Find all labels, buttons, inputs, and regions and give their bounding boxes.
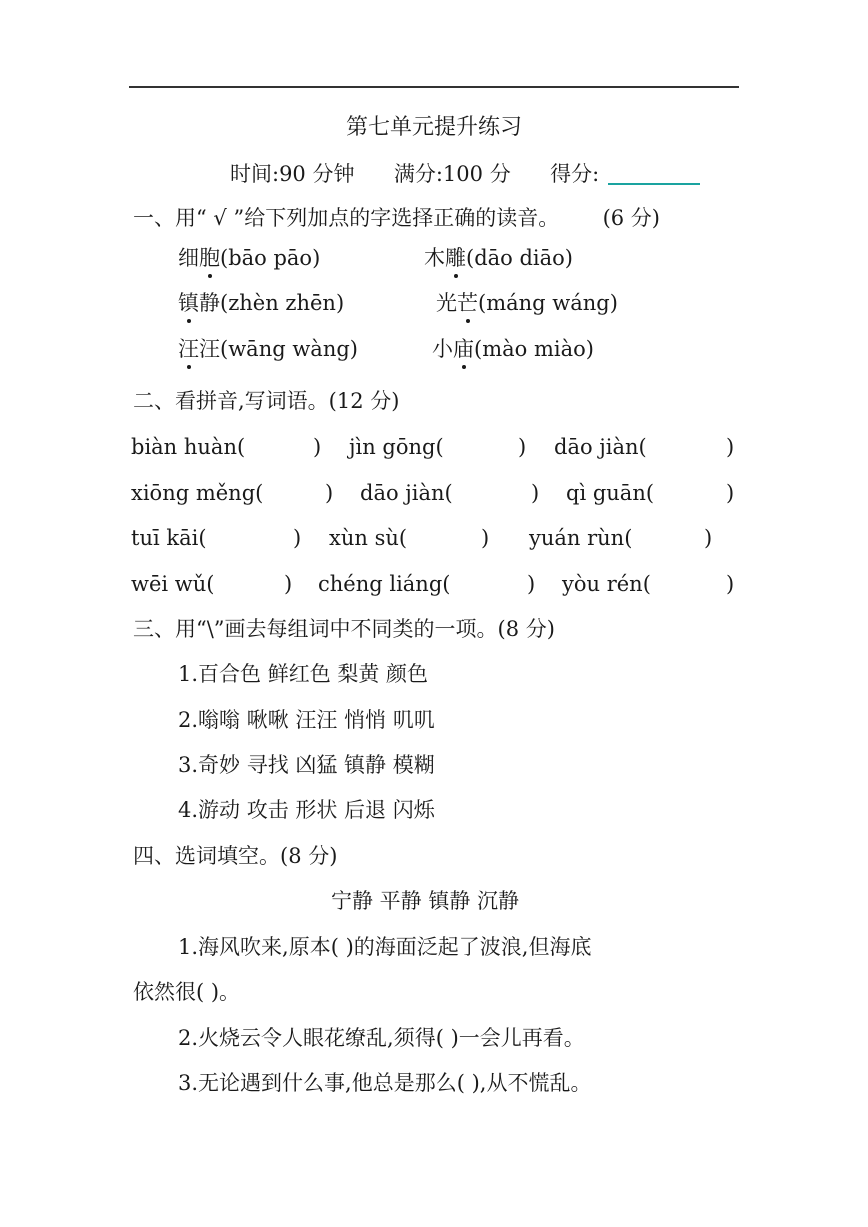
pinyin-prompt: dāo jiàn( [360, 481, 453, 505]
pinyin-prompt: yuán rùn( [529, 526, 633, 550]
dotted-char: 庙 [453, 337, 474, 361]
section1-points: (6 分) [602, 206, 660, 230]
section4-heading: 四、选词填空。(8 分) [133, 844, 338, 868]
score-label: 得分: [550, 162, 600, 186]
pinyin-prompt: yòu rén( [562, 572, 651, 596]
dotted-char: 汪 [178, 337, 199, 361]
fill-question-1[interactable]: 1.海风吹来,原本( )的海面泛起了波浪,但海底 [178, 935, 592, 959]
answer-paren-close[interactable]: ) [726, 481, 735, 505]
answer-paren-close[interactable]: ) [293, 526, 302, 550]
dotted-char: 芒 [457, 291, 478, 315]
answer-paren-close[interactable]: ) [531, 481, 540, 505]
reading-item[interactable] [424, 248, 573, 269]
pinyin-options: (mào miào) [474, 337, 594, 361]
answer-paren-close[interactable]: ) [518, 435, 527, 459]
pinyin-prompt: wēi wǔ( [131, 572, 215, 596]
item-char: 小 [432, 337, 453, 361]
pinyin-options: (dāo diāo) [466, 246, 573, 270]
pinyin-prompt: qì guān( [566, 481, 655, 505]
word-bank: 宁静 平静 镇静 沉静 [331, 889, 520, 913]
answer-paren-close[interactable]: ) [284, 572, 293, 596]
item-char: 静 [199, 291, 220, 315]
pinyin-options: (máng wáng) [478, 291, 618, 315]
word-group[interactable]: 3.奇妙 寻找 凶猛 镇静 模糊 [178, 753, 435, 777]
answer-paren-close[interactable]: ) [325, 481, 334, 505]
reading-item[interactable] [178, 293, 344, 314]
pinyin-prompt: tuī kāi( [131, 526, 207, 550]
word-group[interactable]: 2.嗡嗡 啾啾 汪汪 悄悄 叽叽 [178, 708, 435, 732]
pinyin-options: (wāng wàng) [220, 337, 358, 361]
item-char: 汪 [199, 337, 220, 361]
section1-heading-text: 一、用“ √ ”给下列加点的字选择正确的读音。 [133, 206, 560, 230]
dotted-char: 胞 [199, 246, 220, 270]
word-group[interactable]: 4.游动 攻击 形状 后退 闪烁 [178, 798, 435, 822]
dotted-char: 镇 [178, 291, 199, 315]
fill-question-1-cont[interactable]: 依然很( )。 [133, 980, 241, 1004]
pinyin-options: (bāo pāo) [220, 246, 321, 270]
pinyin-prompt: biàn huàn( [131, 435, 246, 459]
answer-paren-close[interactable]: ) [726, 572, 735, 596]
answer-paren-close[interactable]: ) [481, 526, 490, 550]
page-title: 第七单元提升练习 [345, 115, 522, 140]
time-label: 时间:90 分钟 [230, 162, 355, 186]
pinyin-prompt: xiōng měng( [131, 481, 264, 505]
top-rule [129, 86, 739, 88]
pinyin-prompt: dāo jiàn( [554, 435, 647, 459]
pinyin-prompt: chéng liáng( [318, 572, 451, 596]
answer-paren-close[interactable]: ) [704, 526, 713, 550]
answer-paren-close[interactable]: ) [527, 572, 536, 596]
score-blank[interactable] [608, 163, 700, 185]
section2-heading: 二、看拼音,写词语。(12 分) [133, 389, 400, 413]
reading-item[interactable] [178, 339, 358, 360]
fill-question-2[interactable]: 2.火烧云令人眼花缭乱,须得( )一会儿再看。 [178, 1026, 585, 1050]
reading-item[interactable] [436, 293, 618, 314]
item-char: 木 [424, 246, 445, 270]
section3-heading: 三、用“\”画去每组词中不同类的一项。(8 分) [133, 617, 555, 641]
item-char: 细 [178, 246, 199, 270]
section1-heading [133, 208, 660, 229]
word-group[interactable]: 1.百合色 鲜红色 梨黄 颜色 [178, 662, 429, 686]
fill-question-3[interactable]: 3.无论遇到什么事,他总是那么( ),从不慌乱。 [178, 1071, 592, 1095]
answer-paren-close[interactable]: ) [313, 435, 322, 459]
pinyin-options: (zhèn zhēn) [220, 291, 345, 315]
reading-item[interactable] [178, 248, 320, 269]
exam-meta [230, 163, 700, 185]
answer-paren-close[interactable]: ) [726, 435, 735, 459]
pinyin-prompt: jìn gōng( [349, 435, 444, 459]
pinyin-prompt: xùn sù( [329, 526, 408, 550]
reading-item[interactable] [432, 339, 594, 360]
dotted-char: 雕 [445, 246, 466, 270]
full-score-label: 满分:100 分 [393, 162, 511, 186]
item-char: 光 [436, 291, 457, 315]
